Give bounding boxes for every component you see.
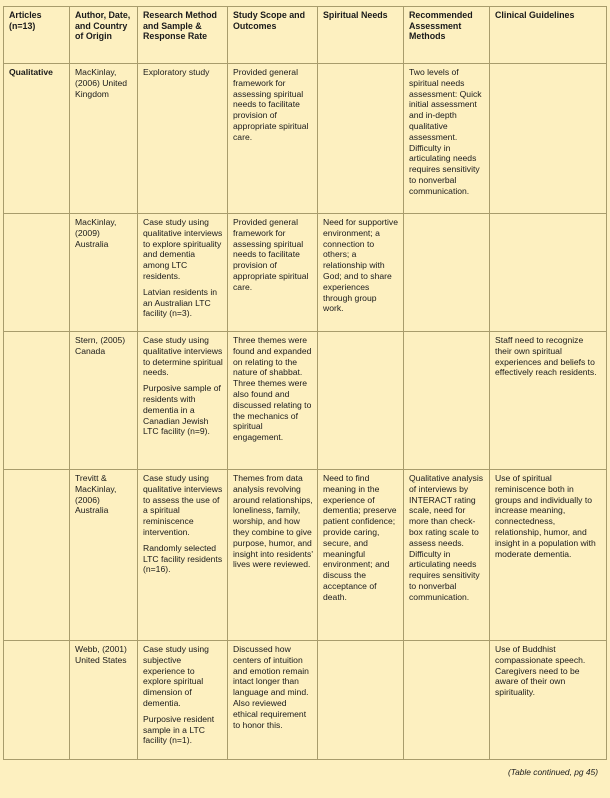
method-text: Case study using qualitative interviews to determine spiritual needs. xyxy=(143,335,223,378)
assessment-cell: Qualitative analysis of interviews by INTERACT rating scale, need for more than check-box rating scale to assess needs. Difficulty in articulating needs requires sensitivity to nonverbal communication. xyxy=(404,470,490,641)
method-text: Case study using qualitative interviews to assess the use of a spiritual reminiscence intervention. xyxy=(143,473,223,537)
scope-cell: Provided general framework for assessing spiritual needs to facilitate provision of appropriate spiritual care. xyxy=(228,214,318,332)
method-cell xyxy=(138,641,228,760)
sample-text: Randomly selected LTC facility residents (n=16). xyxy=(143,542,223,575)
method-cell xyxy=(138,470,228,641)
guidelines-cell: Use of spiritual reminiscence both in groups and individually to increase meaning, connectedness, relationship, humor, and insight in a population with moderate dementia. xyxy=(490,470,607,641)
table-row xyxy=(4,64,607,214)
category-cell xyxy=(4,641,70,760)
needs-cell xyxy=(318,641,404,760)
sample-text: Purposive sample of residents with dementia in a Canadian Jewish LTC facility (n=9). xyxy=(143,383,221,437)
sample-text: Latvian residents in an Australian LTC facility (n=3). xyxy=(143,286,218,319)
author-cell: MacKinlay, (2009) Australia xyxy=(70,214,138,332)
author-cell: Webb, (2001) United States xyxy=(70,641,138,760)
assessment-cell xyxy=(404,641,490,760)
table-row xyxy=(4,470,607,641)
table-row xyxy=(4,214,607,332)
author-cell: Trevitt & MacKinlay, (2006) Australia xyxy=(70,470,138,641)
scope-cell: Provided general framework for assessing spiritual needs to facilitate provision of appropriate spiritual care. xyxy=(228,64,318,214)
category-cell xyxy=(4,470,70,641)
needs-cell: Need to find meaning in the experience of dementia; preserve patient confidence; provide caring, secure, and meaningful environment; and discuss the acceptance of death. xyxy=(318,470,404,641)
header-author: Author, Date, and Country of Origin xyxy=(70,7,138,64)
method-text: Case study using subjective experience to explore spiritual dimension of dementia. xyxy=(143,644,209,708)
table-row xyxy=(4,332,607,470)
header-scope: Study Scope and Outcomes xyxy=(228,7,318,64)
needs-cell xyxy=(318,64,404,214)
scope-cell: Three themes were found and expanded on relating to the nature of shabbat. Three themes were also found and discussed relating to the mechanics of spiritual engagement. xyxy=(228,332,318,470)
needs-cell: Need for supportive environment; a connection to others; a relationship with God; and to share experiences through group work. xyxy=(318,214,404,332)
header-articles: Articles (n=13) xyxy=(4,7,70,64)
category-cell: Qualitative xyxy=(4,64,70,214)
assessment-cell: Two levels of spiritual needs assessment: Quick initial assessment and in-depth qualitative assessment. Difficulty in articulating needs requires sensitivity to nonverbal communication. xyxy=(404,64,490,214)
literature-review-table xyxy=(3,6,607,760)
guidelines-cell: Use of Buddhist compassionate speech. Caregivers need to be aware of their own spirituality. xyxy=(490,641,607,760)
header-row xyxy=(4,7,607,64)
table-row xyxy=(4,641,607,760)
method-cell xyxy=(138,332,228,470)
scope-cell: Themes from data analysis revolving around relationships, loneliness, family, worship, and how they combine to give purpose, humor, and insight into residents' lives were reviewed. xyxy=(228,470,318,641)
author-cell: MacKinlay, (2006) United Kingdom xyxy=(70,64,138,214)
category-cell xyxy=(4,214,70,332)
author-cell: Stern, (2005) Canada xyxy=(70,332,138,470)
header-assessment: Recommended Assessment Methods xyxy=(404,7,490,64)
sample-text: Purposive resident sample in a LTC facility (n=1). xyxy=(143,713,215,746)
method-cell xyxy=(138,64,228,214)
category-cell xyxy=(4,332,70,470)
guidelines-cell xyxy=(490,214,607,332)
guidelines-cell xyxy=(490,64,607,214)
assessment-cell xyxy=(404,214,490,332)
method-text: Exploratory study xyxy=(143,67,210,77)
table-continued-note: (Table continued, pg 45) xyxy=(507,767,598,777)
needs-cell xyxy=(318,332,404,470)
header-method: Research Method and Sample & Response Rate xyxy=(138,7,228,64)
guidelines-cell: Staff need to recognize their own spiritual experiences and beliefs to effectively reach residents. xyxy=(490,332,607,470)
header-guidelines: Clinical Guidelines xyxy=(490,7,607,64)
method-text: Case study using qualitative interviews to explore spirituality and dementia among LTC residents. xyxy=(143,217,223,281)
assessment-cell xyxy=(404,332,490,470)
header-needs: Spiritual Needs xyxy=(318,7,404,64)
scope-cell: Discussed how centers of intuition and emotion remain intact longer than language and mind. Also reviewed ethical requirement to honor this. xyxy=(228,641,318,760)
method-cell xyxy=(138,214,228,332)
